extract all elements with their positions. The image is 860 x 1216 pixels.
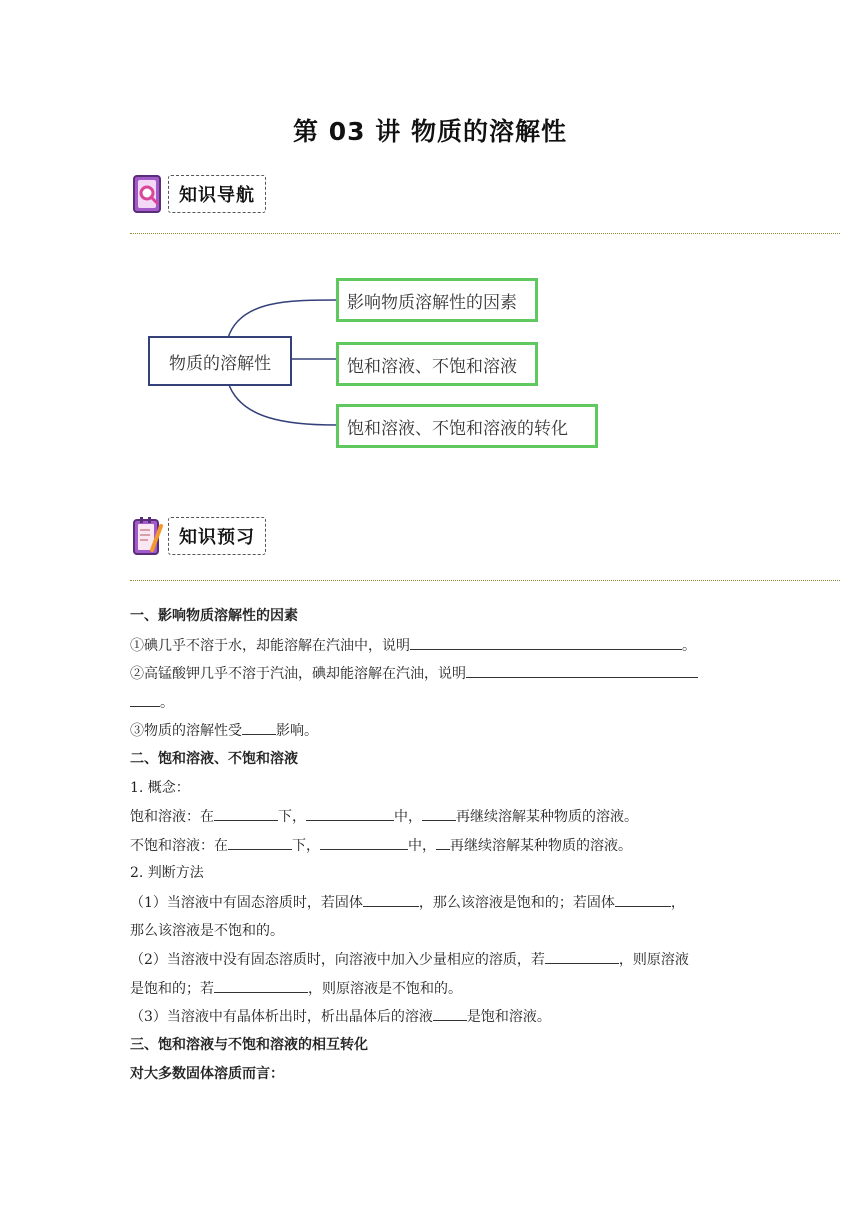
concept-label: 1. 概念：	[130, 779, 190, 796]
answer-blank[interactable]	[214, 974, 308, 993]
item-text: 影响。	[276, 723, 318, 740]
item-text: ，则原溶液	[618, 952, 689, 969]
item-permanganate-cont	[130, 688, 740, 717]
knowledge-preview-banner	[132, 514, 266, 558]
item-text: 饱和溶液：在	[130, 809, 214, 826]
heading-conversion: 三、饱和溶液与不饱和溶液的相互转化	[130, 1036, 368, 1053]
answer-blank[interactable]	[363, 888, 419, 907]
item-text: 。	[160, 694, 174, 711]
section-divider	[130, 233, 840, 234]
answer-blank[interactable]	[436, 831, 450, 850]
method-label: 2. 判断方法	[130, 865, 204, 882]
answer-blank[interactable]	[466, 659, 698, 678]
item-text: 下，	[292, 837, 320, 854]
item-text: ，	[670, 894, 685, 911]
answer-blank[interactable]	[306, 802, 394, 821]
mind-map	[140, 270, 600, 460]
item-text: 再继续溶解某种物质的溶液。	[450, 837, 632, 854]
answer-blank[interactable]	[615, 888, 671, 907]
method-1-cont: 那么该溶液是不饱和的。	[130, 922, 284, 939]
item-text: （3）当溶液中有晶体析出时，析出晶体后的溶液	[130, 1009, 433, 1026]
method-2-cont	[130, 974, 740, 1003]
answer-blank[interactable]	[130, 688, 160, 707]
item-text: 。	[682, 637, 696, 654]
method-1	[130, 888, 740, 917]
answer-blank[interactable]	[228, 831, 292, 850]
item-permanganate	[130, 659, 740, 688]
answer-blank[interactable]	[242, 716, 276, 735]
method-2	[130, 945, 740, 974]
item-text: 中，	[408, 837, 436, 854]
knowledge-nav-label: 知识导航	[168, 175, 266, 213]
magnifier-document-icon	[132, 174, 164, 214]
method-3	[130, 1002, 740, 1031]
item-text: 再继续溶解某种物质的溶液。	[456, 809, 638, 826]
answer-blank[interactable]	[410, 631, 682, 650]
item-text: ③物质的溶解性受	[130, 723, 242, 740]
mind-map-branch-conversion: 饱和溶液、不饱和溶液的转化	[336, 404, 598, 448]
answer-blank[interactable]	[433, 1002, 467, 1021]
page-title: 第 03 讲 物质的溶解性	[293, 117, 567, 146]
item-text: （1）当溶液中有固态溶质时，若固体	[130, 894, 363, 911]
item-text: 是饱和溶液。	[466, 1009, 551, 1026]
answer-blank[interactable]	[320, 831, 408, 850]
mind-map-branch-factors: 影响物质溶解性的因素	[336, 278, 538, 322]
item-text: ，那么该溶液是饱和的；若固体	[418, 894, 615, 911]
mind-map-branch-saturated: 饱和溶液、不饱和溶液	[336, 342, 538, 386]
preview-content	[130, 602, 740, 1088]
item-text: （2）当溶液中没有固态溶质时，向溶液中加入少量相应的溶质，若	[130, 952, 545, 969]
item-text: ②高锰酸钾几乎不溶于汽油，碘却能溶解在汽油，说明	[130, 666, 466, 683]
knowledge-preview-label: 知识预习	[168, 517, 266, 555]
item-iodine	[130, 631, 740, 660]
heading-factors: 一、影响物质溶解性的因素	[130, 608, 298, 624]
answer-blank[interactable]	[214, 802, 278, 821]
def-unsaturated	[130, 831, 740, 860]
answer-blank[interactable]	[422, 802, 456, 821]
conversion-intro: 对大多数固体溶质而言：	[130, 1065, 284, 1082]
mind-map-root: 物质的溶解性	[148, 336, 292, 386]
notebook-pencil-icon	[132, 516, 164, 556]
def-saturated	[130, 802, 740, 831]
item-text: 中，	[394, 809, 422, 826]
item-text: ，则原溶液是不饱和的。	[308, 980, 462, 997]
item-influence	[130, 716, 740, 745]
heading-saturated: 二、饱和溶液、不饱和溶液	[130, 750, 298, 767]
item-text: 下，	[278, 809, 306, 826]
item-text: ①碘几乎不溶于水，却能溶解在汽油中，说明	[130, 637, 410, 654]
knowledge-nav-banner	[132, 172, 266, 216]
answer-blank[interactable]	[545, 945, 619, 964]
item-text: 不饱和溶液：在	[130, 837, 228, 854]
section-divider	[130, 580, 840, 581]
item-text: 是饱和的；若	[130, 980, 214, 997]
